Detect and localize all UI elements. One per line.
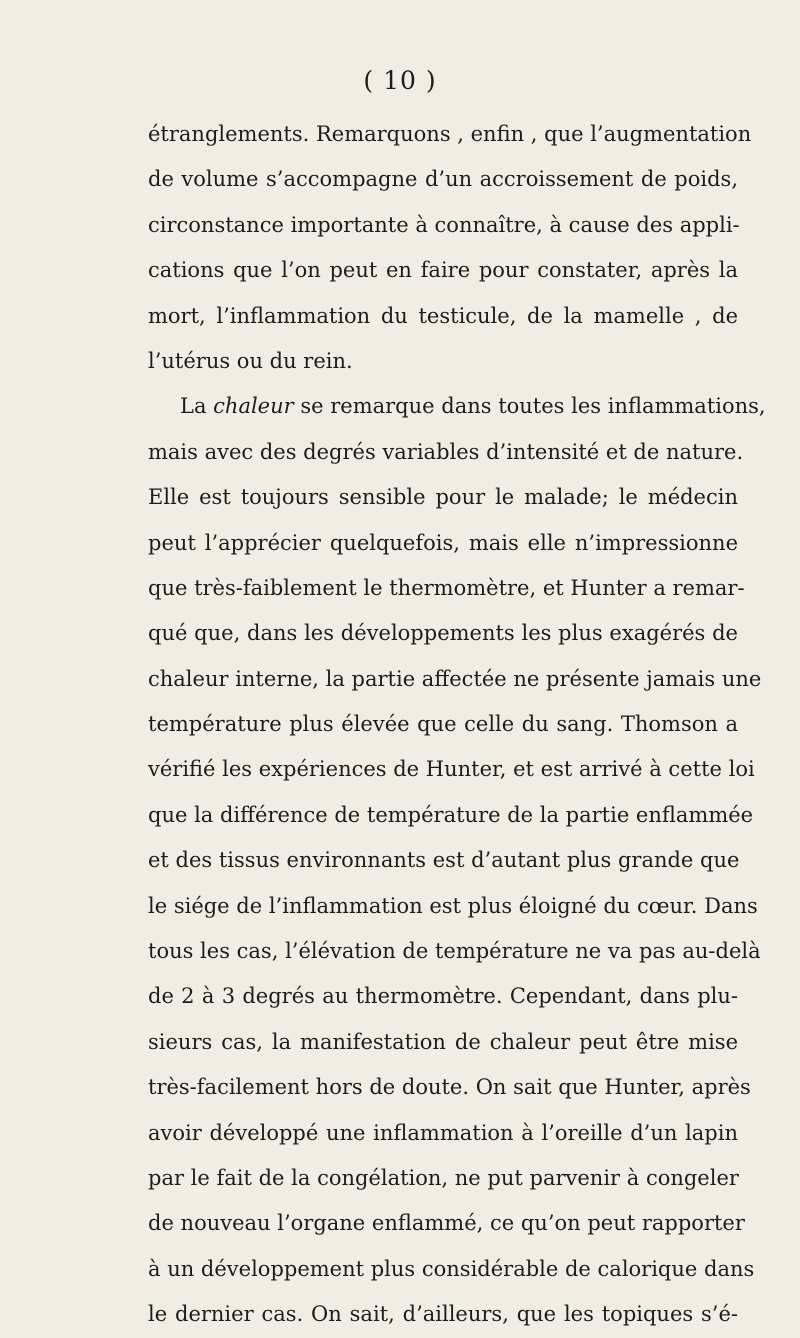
text-line: étranglements. Remarquons , enfin , que l’augmentation <box>148 122 752 146</box>
text-line: et des tissus environnants est d’autant plus grande que <box>148 848 740 873</box>
emphasized-term: chaleur <box>213 394 294 419</box>
text-line: Elle est toujours sensible pour le malade; le médecin <box>148 485 738 510</box>
text-line: de volume s’accompagne d’un accroissement de poids, <box>148 167 738 192</box>
text-line: peut l’apprécier quelquefois, mais elle n’impressionne <box>148 530 738 555</box>
text-line: tous les cas, l’élévation de température ne va pas au-delà <box>148 939 761 964</box>
text-line: mais avec des degrés variables d’intensité et de nature. <box>148 439 744 464</box>
text-line: le dernier cas. On sait, d’ailleurs, que les topiques s’é- <box>148 1302 738 1327</box>
text-line: qué que, dans les développements les plus exagérés de <box>148 621 738 646</box>
text-line: température plus élevée que celle du sang. Thomson a <box>148 712 738 737</box>
text-line: avoir développé une inflammation à l’oreille d’un lapin <box>148 1120 738 1145</box>
text-line: de 2 à 3 degrés au thermomètre. Cependant, dans plu- <box>148 984 738 1009</box>
text-line: que la différence de température de la partie enflammée <box>148 802 754 827</box>
text-line: à un développement plus considérable de calorique dans <box>148 1256 755 1281</box>
page-number: ( 10 ) <box>363 66 437 95</box>
text-line: sieurs cas, la manifestation de chaleur peut être mise <box>148 1029 738 1054</box>
text-line-rest: se remarque dans toutes les inflammations, <box>300 394 766 419</box>
text-line: l’utérus ou du rein. <box>148 348 353 373</box>
text-line: vérifié les expériences de Hunter, et est arrivé à cette loi <box>148 757 755 782</box>
paragraph-start-line <box>148 384 766 429</box>
text-line: très-facilement hors de doute. On sait que Hunter, après <box>148 1075 751 1100</box>
text-line: de nouveau l’organe enflammé, ce qu’on peut rapporter <box>148 1211 745 1236</box>
text-line: cations que l’on peut en faire pour constater, après la <box>148 258 738 283</box>
text-line: par le fait de la congélation, ne put parvenir à congeler <box>148 1165 739 1190</box>
text-line: que très-faiblement le thermomètre, et Hunter a remar- <box>148 575 745 600</box>
paragraph-lead: La <box>180 394 207 419</box>
body-text <box>148 112 766 1338</box>
text-line: le siége de l’inflammation est plus éloigné du cœur. Dans <box>148 893 758 918</box>
text-line: mort, l’inflammation du testicule, de la mamelle , de <box>148 303 738 328</box>
text-line: chaleur interne, la partie affectée ne présente jamais une <box>148 666 762 691</box>
text-line: circonstance importante à connaître, à cause des appli- <box>148 212 740 237</box>
